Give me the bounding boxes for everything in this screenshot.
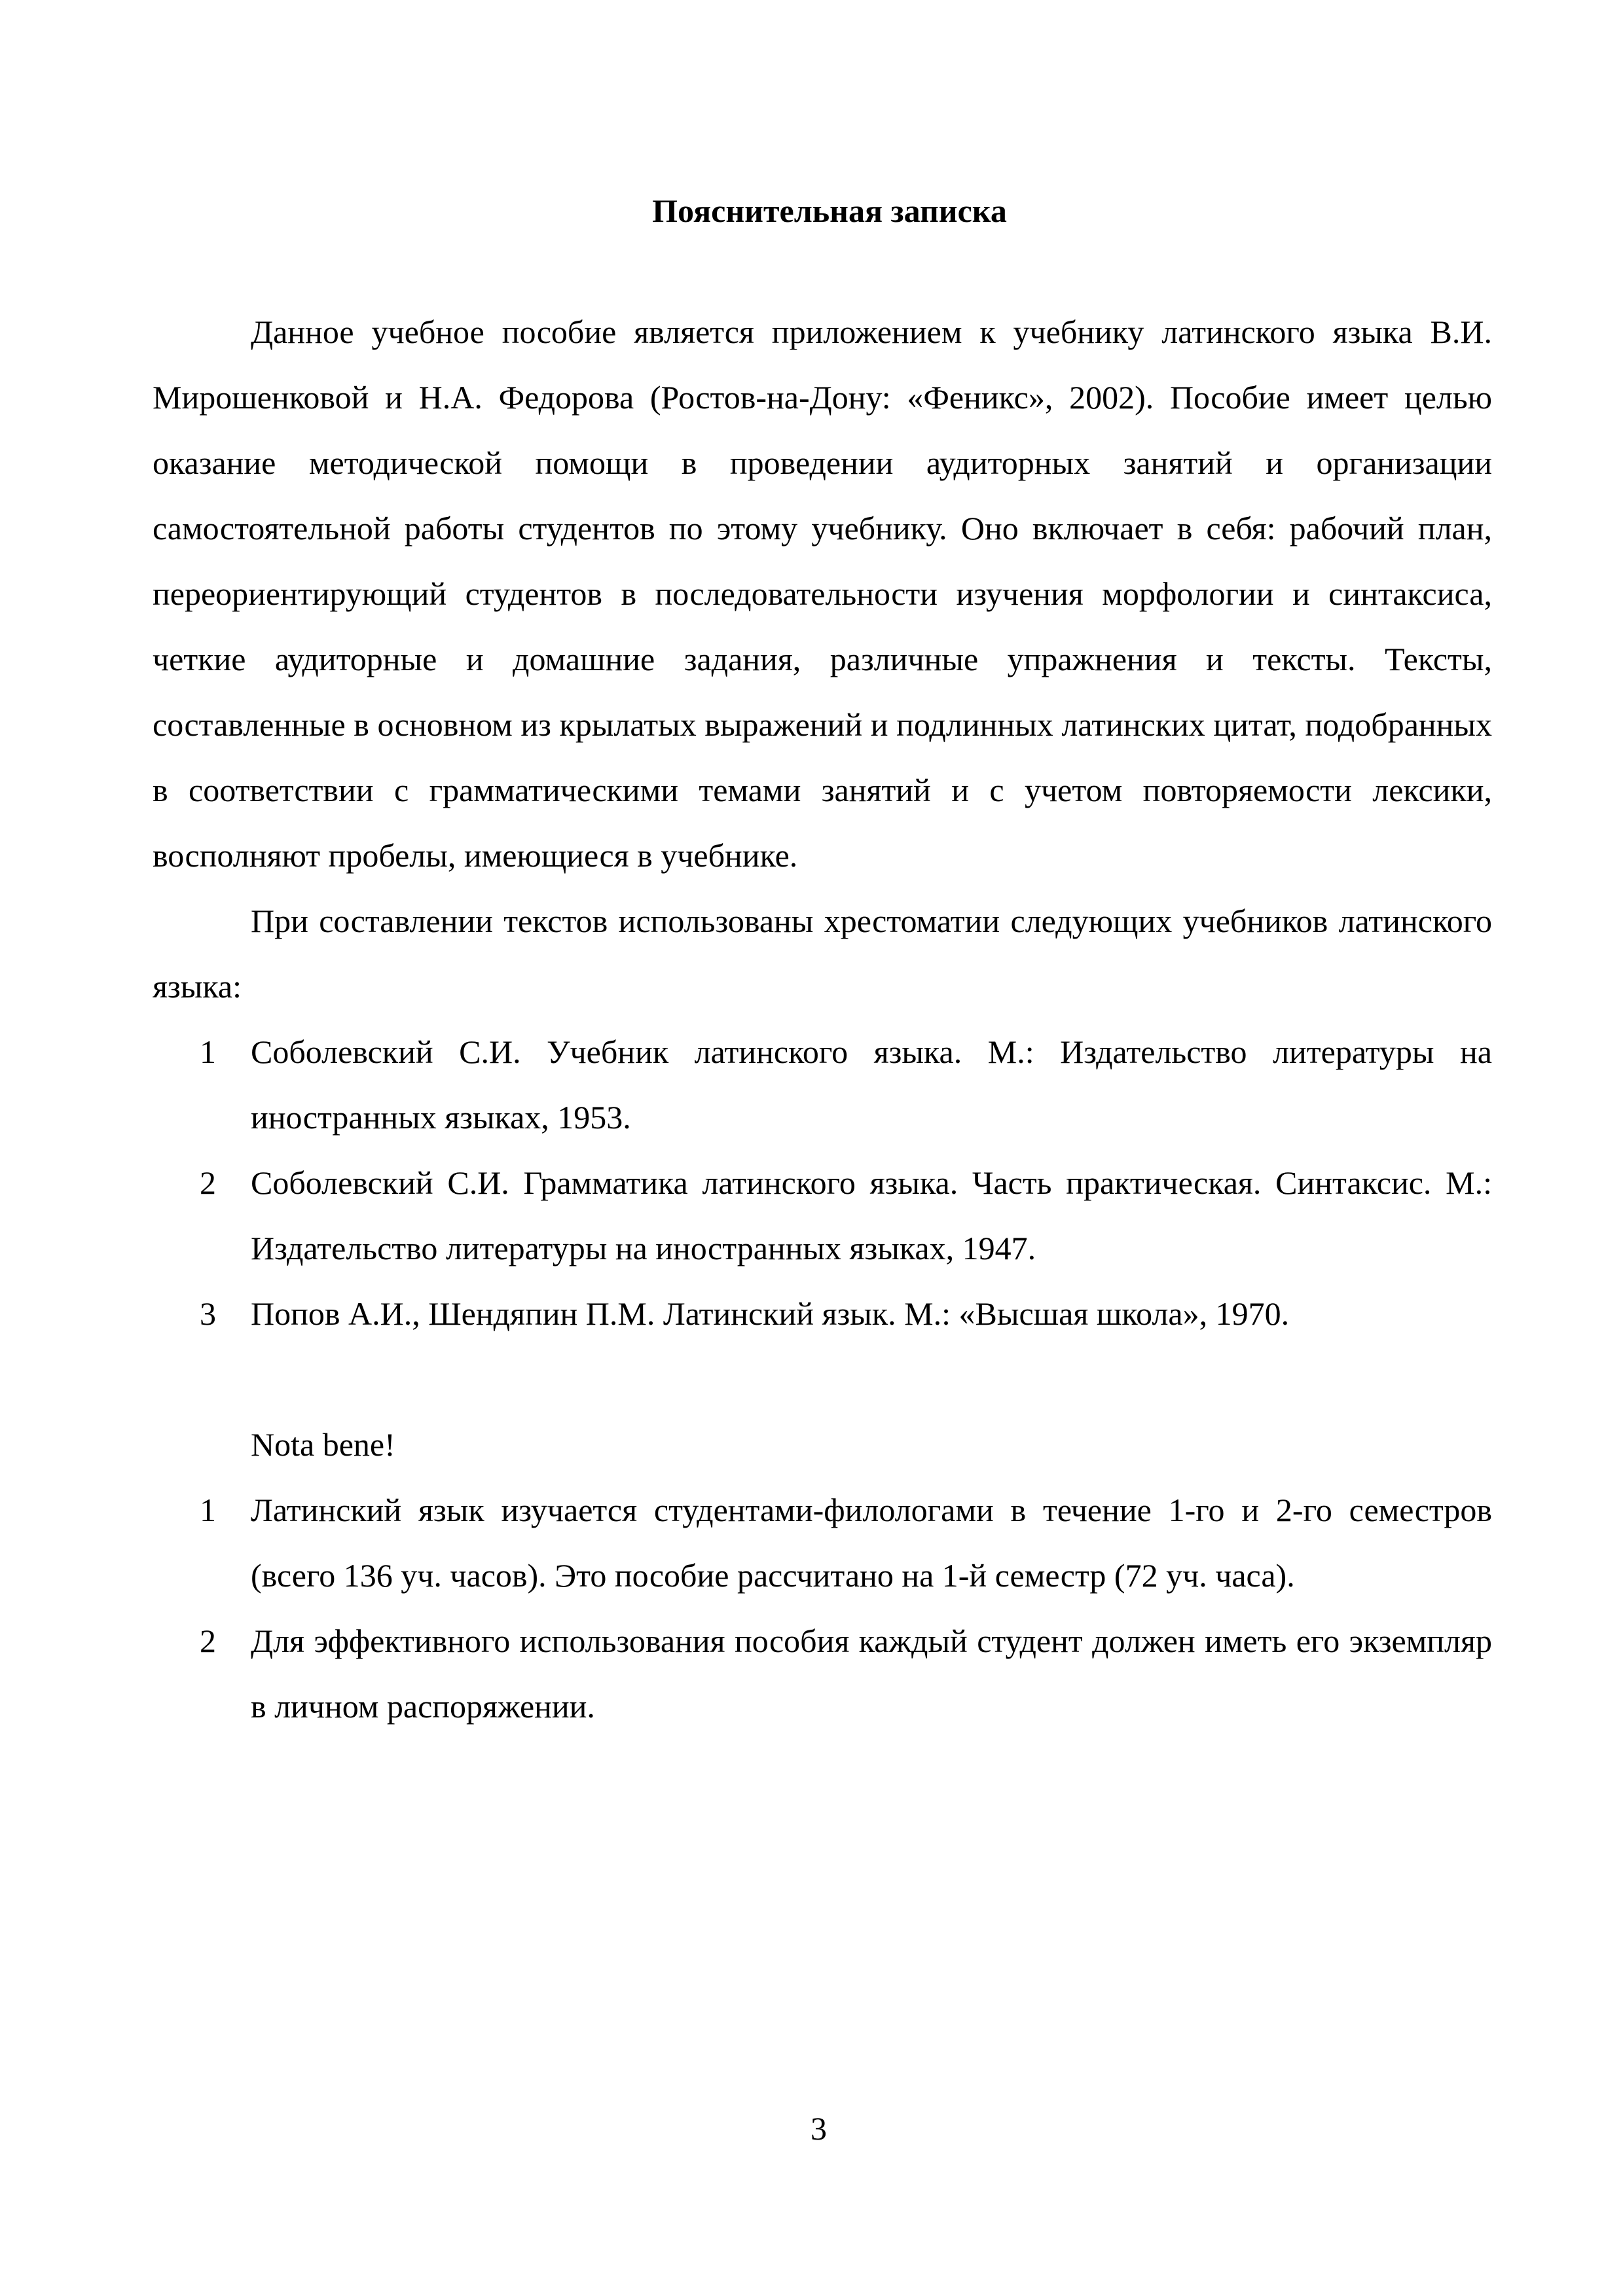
list-item — [153, 1150, 1492, 1281]
list-item-text: Латинский язык изучается студентами-филологами в течение 1-го и 2-го семестров (всего 136 уч. часов). Это пособие рассчитано на 1-й семестр (72 уч. часа). — [251, 1492, 1492, 1594]
intro-paragraph: Данное учебное пособие является приложением к учебнику латинского языка В.И. Мирошенковой и Н.А. Федорова (Ростов-на-Дону: «Феникс», 2002). Пособие имеет целью оказание методической помощи в проведении аудиторных занятий и организации самостоятельной работы студентов по этому учебнику. Оно включает в себя: рабочий план, переориентирующий студентов в последовательности изучения морфологии и синтаксиса, четкие аудиторные и домашние задания, различные упражнения и тексты. Тексты, составленные в основном из крылатых выражений и подлинных латинских цитат, подобранных в соответствии с грамматическими темами занятий и с учетом повторяемости лексики, восполняют пробелы, имеющиеся в учебнике. — [153, 314, 1492, 874]
list-item-text: Соболевский С.И. Грамматика латинского языка. Часть практическая. Синтаксис. М.: Издательство литературы на иностранных языках, 1947. — [251, 1164, 1492, 1266]
list-item-text: Соболевский С.И. Учебник латинского языка. М.: Издательство литературы на иностранных языках, 1953. — [251, 1033, 1492, 1136]
page-title: Пояснительная записка — [652, 192, 1007, 229]
list-item-text: Для эффективного использования пособия каждый студент должен иметь его экземпляр в личном распоряжении. — [251, 1623, 1492, 1725]
list-item-number: 2 — [200, 1164, 216, 1201]
list-item — [153, 1608, 1492, 1739]
list-item-number: 1 — [200, 1033, 216, 1070]
nota-bene-heading: Nota bene! — [251, 1426, 395, 1463]
list-item — [153, 1019, 1492, 1150]
list-item-number: 3 — [200, 1295, 216, 1332]
page-number: 3 — [811, 2110, 827, 2147]
sources-intro-paragraph: При составлении текстов использованы хрестоматии следующих учебников латинского языка: — [153, 903, 1492, 1005]
notes-list — [153, 1477, 1492, 1739]
list-item — [153, 1477, 1492, 1608]
sources-list — [153, 1019, 1492, 1346]
list-item-number: 2 — [200, 1623, 216, 1659]
list-item — [153, 1281, 1492, 1346]
list-item-text: Попов А.И., Шендяпин П.М. Латинский язык. М.: «Высшая школа», 1970. — [251, 1295, 1290, 1332]
list-item-number: 1 — [200, 1492, 216, 1528]
